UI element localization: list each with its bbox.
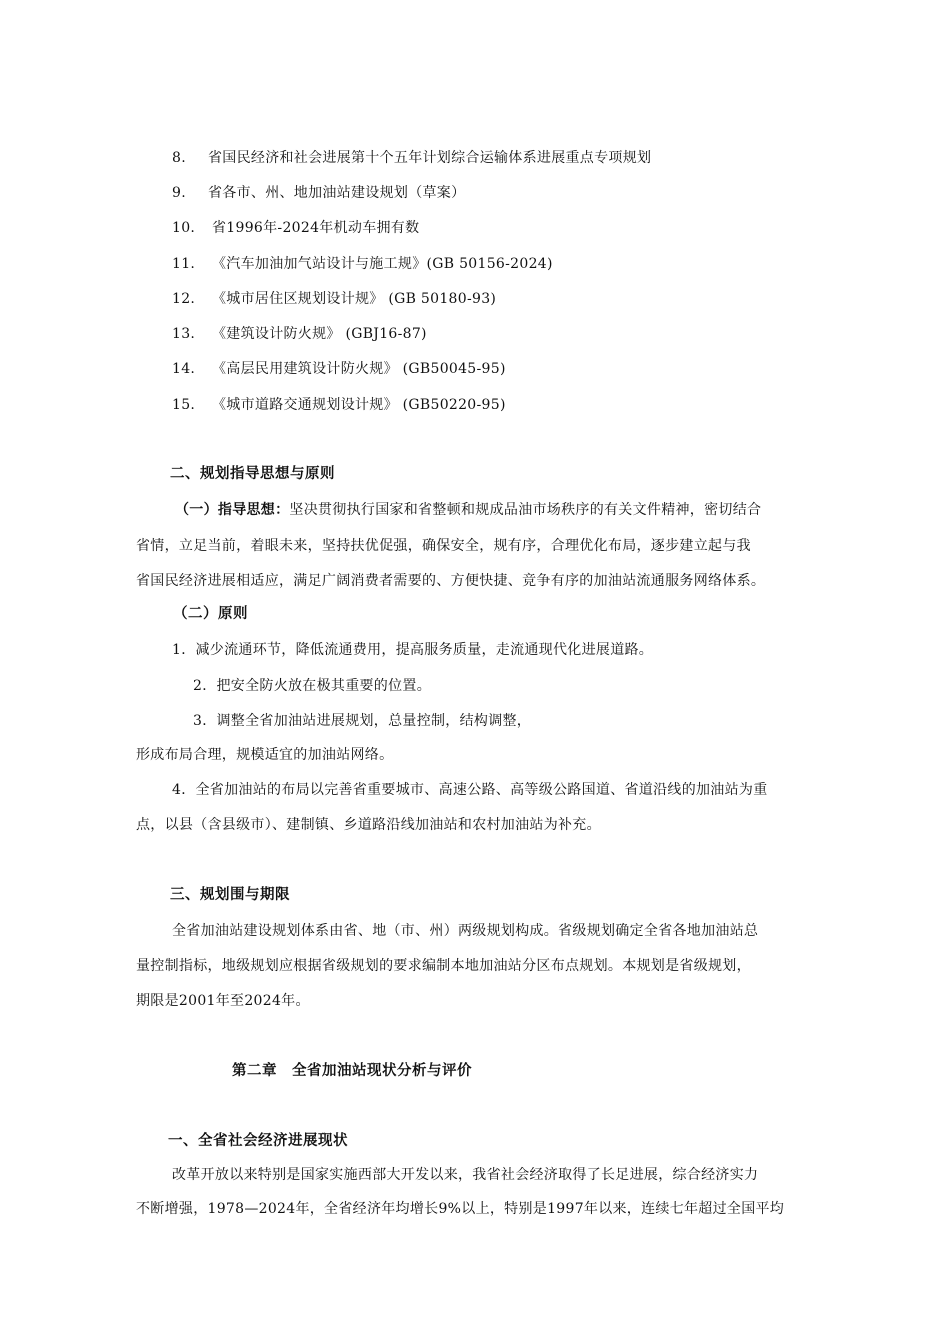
ref-text: 《汽车加油加气站设计与施工规》(GB 50156-2024): [212, 256, 553, 272]
ref-item: [172, 324, 427, 344]
ref-item: [172, 359, 506, 379]
ref-text: 《建筑设计防火规》 (GBJ16-87): [212, 326, 427, 342]
paragraph-line: 省国民经济进展相适应，满足广阔消费者需要的、方便快捷、竞争有序的加油站流通服务网络体系。: [136, 573, 766, 589]
ref-number: 12.: [172, 291, 196, 307]
ref-text: 《城市居住区规划设计规》 (GB 50180-93): [212, 291, 497, 307]
paragraph-line: 2．把安全防火放在极其重要的位置。: [193, 678, 432, 694]
ref-number: 8.: [172, 150, 186, 166]
ref-number: 15.: [172, 397, 196, 413]
ref-text: 《城市道路交通规划设计规》 (GB50220-95): [212, 397, 506, 413]
paragraph-line: 形成布局合理，规模适宜的加油站网络。: [136, 747, 394, 763]
ref-text: 省1996年-2024年机动车拥有数: [212, 220, 420, 236]
paragraph-line: 点，以县（含县级市）、建制镇、乡道路沿线加油站和农村加油站为补充。: [136, 817, 601, 833]
ref-item: [172, 254, 553, 274]
ref-number: 10.: [172, 220, 196, 236]
paragraph-line: 3．调整全省加油站进展规划，总量控制，结构调整，: [193, 713, 532, 729]
section-heading: 一、全省社会经济进展现状: [168, 1133, 348, 1149]
subsection-heading: （二）原则: [173, 606, 248, 622]
section-heading: 二、规划指导思想与原则: [170, 466, 335, 482]
ref-number: 14.: [172, 361, 196, 377]
paragraph-line: 1．减少流通环节，降低流通费用，提高服务质量，走流通现代化进展道路。: [172, 642, 654, 658]
ref-item: [172, 148, 651, 168]
ref-item: [172, 218, 419, 238]
ref-text: 《高层民用建筑设计防火规》 (GB50045-95): [212, 361, 506, 377]
ref-item: [172, 183, 465, 203]
paragraph-line: 不断增强，1978—2024年，全省经济年均增长9%以上，特别是1997年以来，连续七年超过全国平均: [136, 1201, 785, 1217]
ref-number: 9.: [172, 185, 186, 201]
ref-item: [172, 395, 506, 415]
guide-text: 坚决贯彻执行国家和省整顿和规成品油市场秩序的有关文件精神，密切结合: [289, 502, 762, 518]
paragraph-line: 期限是2001年至2024年。: [136, 993, 310, 1009]
chapter-title: 第二章 全省加油站现状分析与评价: [232, 1063, 472, 1079]
section-heading: 三、规划围与期限: [170, 887, 290, 903]
paragraph-line: 全省加油站建设规划体系由省、地（市、州）两级规划构成。省级规划确定全省各地加油站总: [172, 923, 759, 939]
ref-number: 13.: [172, 326, 196, 342]
paragraph-line: 省情，立足当前，着眼未来，坚持扶优促强，确保安全，规有序，合理优化布局，逐步建立起与我: [136, 538, 751, 554]
paragraph-line: [175, 500, 761, 520]
paragraph-line: 改革开放以来特别是国家实施西部大开发以来，我省社会经济取得了长足进展，综合经济实力: [172, 1167, 759, 1183]
ref-number: 11.: [172, 256, 196, 272]
ref-text: 省各市、州、地加油站建设规划（草案）: [208, 185, 466, 201]
ref-text: 省国民经济和社会进展第十个五年计划综合运输体系进展重点专项规划: [208, 150, 652, 166]
ref-item: [172, 289, 496, 309]
paragraph-line: 量控制指标，地级规划应根据省级规划的要求编制本地加油站分区布点规划。本规划是省级规划，: [136, 958, 751, 974]
guide-label: （一）指导思想：: [175, 502, 290, 518]
paragraph-line: 4．全省加油站的布局以完善省重要城市、高速公路、高等级公路国道、省道沿线的加油站为重: [172, 782, 768, 798]
